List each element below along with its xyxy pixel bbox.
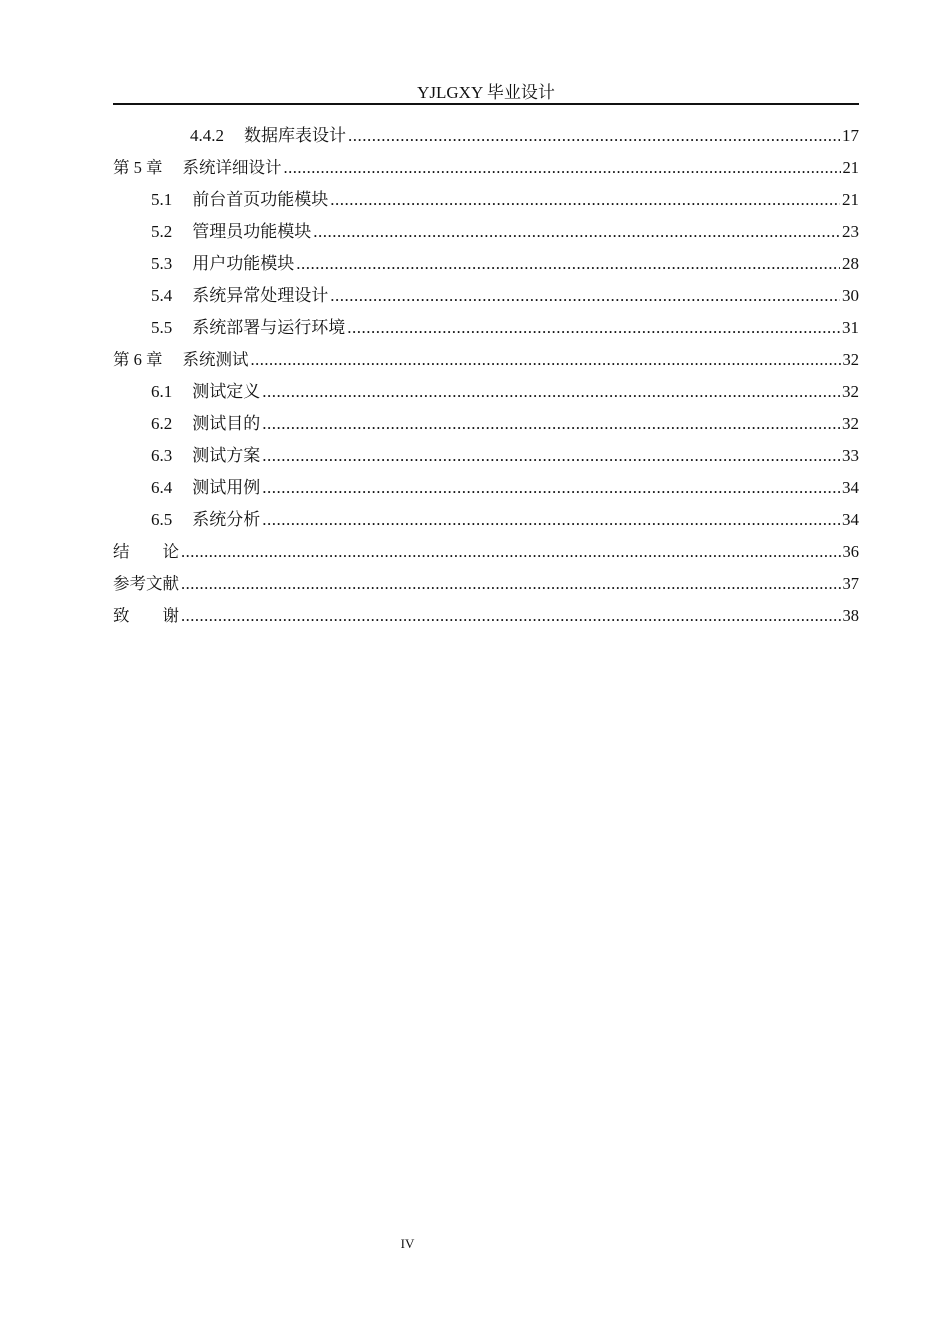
toc-entry-title: 用户功能模块 — [192, 254, 295, 274]
toc-entry-page: 23 — [842, 222, 859, 241]
toc-entry[interactable] — [113, 152, 859, 184]
toc-entry-title: 系统测试 — [182, 350, 249, 369]
toc-entry-title: 测试用例 — [192, 478, 261, 498]
toc-entry-title: 结 论 — [113, 542, 179, 561]
toc-entry-number: 第 5 章 — [113, 158, 163, 177]
page-number: IV — [400, 1236, 415, 1251]
toc-entry[interactable] — [113, 600, 859, 632]
toc-entry-page: 28 — [842, 254, 859, 273]
toc-entry[interactable] — [113, 248, 859, 280]
toc-entry-title: 系统部署与运行环境 — [192, 318, 346, 338]
toc-entry-number: 6.1 — [151, 382, 173, 401]
toc-entry[interactable] — [113, 280, 859, 312]
toc-entry[interactable] — [113, 120, 859, 152]
toc-entry-page: 33 — [842, 446, 859, 465]
toc-leader-dots — [347, 312, 840, 344]
toc-entry-number: 6.5 — [151, 510, 173, 529]
toc-entry[interactable] — [113, 184, 859, 216]
toc-leader-dots — [181, 536, 841, 568]
toc-entry-page: 34 — [842, 510, 859, 529]
toc-entry-page: 36 — [842, 542, 859, 561]
toc-entry-page: 17 — [842, 126, 859, 145]
toc-leader-dots — [330, 184, 840, 216]
toc-entry-title: 测试方案 — [192, 446, 261, 466]
toc-entry-title: 参考文献 — [113, 574, 179, 593]
toc-entry[interactable] — [113, 440, 859, 472]
toc-entry-page: 32 — [842, 350, 859, 369]
table-of-contents — [113, 120, 859, 632]
toc-entry-page: 21 — [842, 190, 859, 209]
toc-entry-number: 6.4 — [151, 478, 173, 497]
toc-entry-page: 30 — [842, 286, 859, 305]
toc-leader-dots — [262, 504, 840, 536]
toc-leader-dots — [330, 280, 840, 312]
toc-entry-page: 38 — [842, 606, 859, 625]
header-divider — [113, 103, 859, 105]
toc-entry[interactable] — [113, 376, 859, 408]
toc-entry-title: 测试目的 — [192, 414, 261, 434]
toc-leader-dots — [181, 600, 841, 632]
toc-leader-dots — [251, 344, 841, 376]
toc-entry-page: 34 — [842, 478, 859, 497]
toc-entry-page: 32 — [842, 382, 859, 401]
page-header-title: YJLGXY 毕业设计 — [417, 83, 555, 102]
toc-entry[interactable] — [113, 472, 859, 504]
toc-entry-page: 37 — [842, 574, 859, 593]
toc-entry-number: 5.4 — [151, 286, 173, 305]
toc-entry-number: 5.5 — [151, 318, 173, 337]
toc-entry-number: 6.2 — [151, 414, 173, 433]
toc-entry[interactable] — [113, 216, 859, 248]
toc-leader-dots — [284, 152, 841, 184]
toc-entry-title: 管理员功能模块 — [192, 222, 312, 242]
toc-leader-dots — [262, 472, 840, 504]
toc-leader-dots — [313, 216, 840, 248]
toc-entry-title: 数据库表设计 — [244, 126, 346, 146]
toc-entry[interactable] — [113, 312, 859, 344]
toc-entry[interactable] — [113, 568, 859, 600]
toc-leader-dots — [348, 120, 840, 152]
toc-entry-title: 系统异常处理设计 — [192, 286, 329, 306]
toc-entry-title: 致 谢 — [113, 606, 179, 625]
toc-entry[interactable] — [113, 536, 859, 568]
toc-entry-title: 前台首页功能模块 — [192, 190, 329, 210]
toc-leader-dots — [262, 408, 840, 440]
toc-entry-page: 31 — [842, 318, 859, 337]
toc-entry-page: 21 — [842, 158, 859, 177]
toc-entry[interactable] — [113, 344, 859, 376]
toc-entry-title: 系统分析 — [192, 510, 261, 530]
toc-entry-number: 5.2 — [151, 222, 173, 241]
toc-entry-title: 系统详细设计 — [182, 158, 282, 177]
toc-leader-dots — [296, 248, 840, 280]
toc-entry-number: 6.3 — [151, 446, 173, 465]
toc-entry[interactable] — [113, 408, 859, 440]
toc-entry-page: 32 — [842, 414, 859, 433]
toc-leader-dots — [181, 568, 841, 600]
toc-entry-number: 4.4.2 — [190, 126, 224, 145]
toc-leader-dots — [262, 440, 840, 472]
toc-entry-number: 5.1 — [151, 190, 173, 209]
toc-entry-number: 第 6 章 — [113, 350, 163, 369]
toc-leader-dots — [262, 376, 840, 408]
toc-entry[interactable] — [113, 504, 859, 536]
toc-entry-number: 5.3 — [151, 254, 173, 273]
toc-entry-title: 测试定义 — [192, 382, 261, 402]
